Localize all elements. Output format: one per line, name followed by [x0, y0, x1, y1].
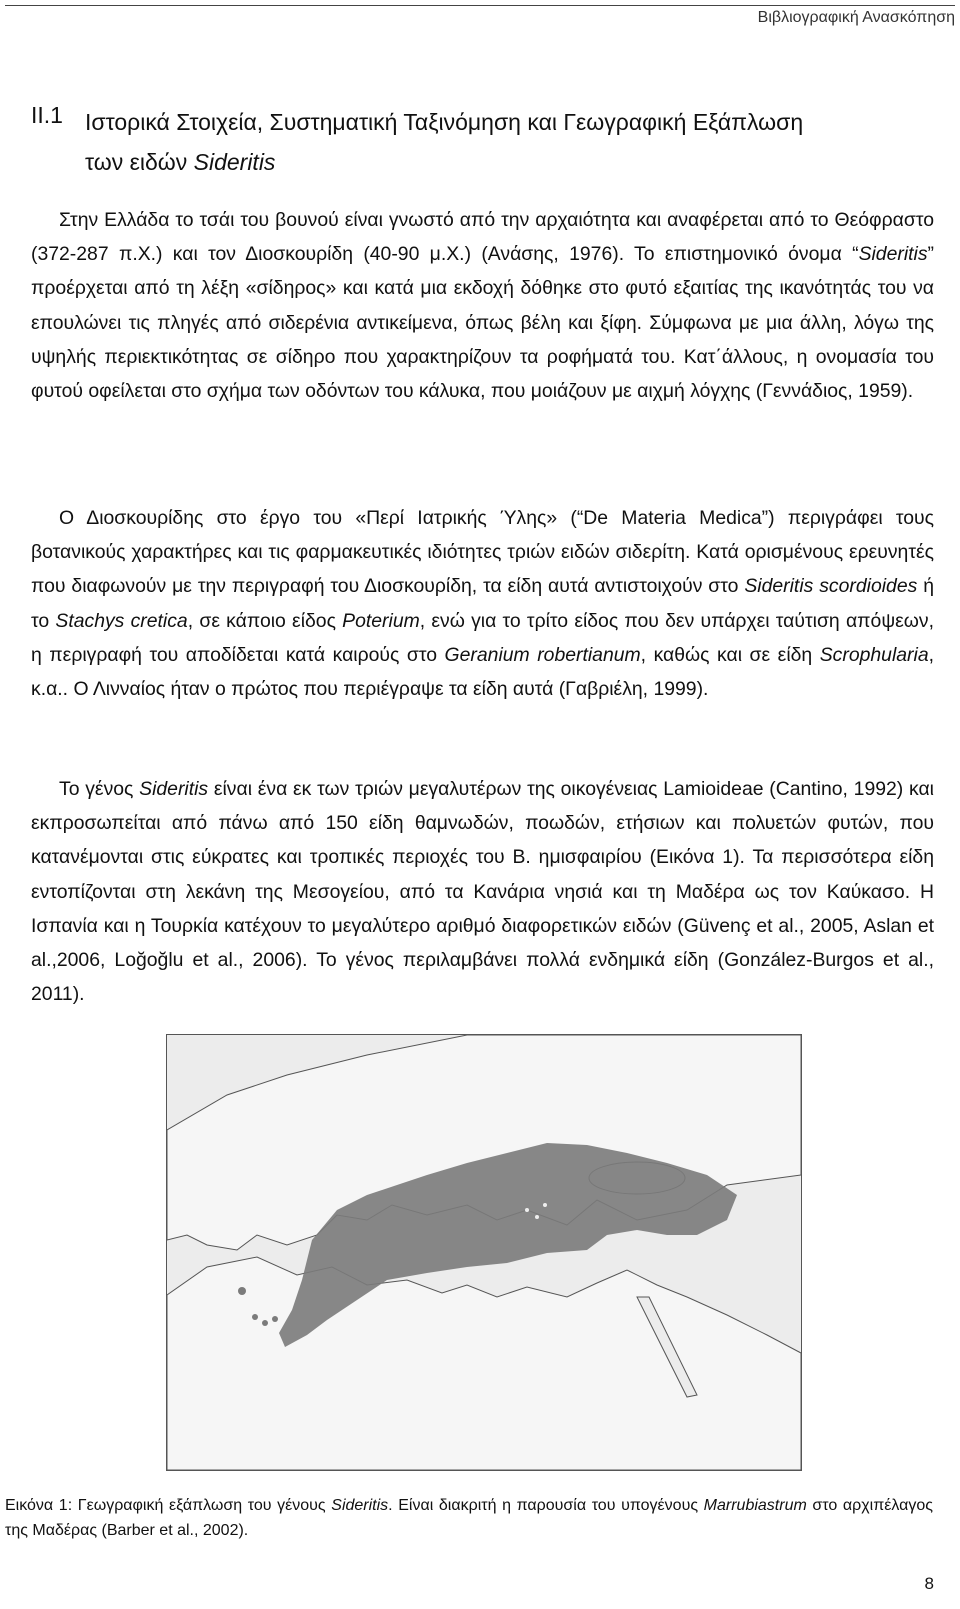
map-island-dot: [535, 1215, 539, 1219]
section-title-line1: Ιστορικά Στοιχεία, Συστηματική Ταξινόμηση και Γεωγραφική Εξάπλωση: [85, 109, 804, 135]
map-island-dot: [543, 1203, 547, 1207]
section-title: [85, 102, 935, 182]
section-title-genus: Sideritis: [193, 149, 276, 175]
paragraph-history: Στην Ελλάδα το τσάι του βουνού είναι γνωστό από την αρχαιότητα και αναφέρεται από το Θεόφραστο (372-287 π.Χ.) και τον Διοσκουρίδη (40-90 μ.Χ.) (Ανάσης, 1976). Το επιστημονικό όνομα “Sideritis” προέρχεται από τη λέξη «σίδηρος» και κατά μια εκδοχή δόθηκε στο φυτό εξαιτίας της ικανότητάς του να επουλώνει τις πληγές από σιδερένια αντικείμενα, όπως βέλη και ξίφη. Σύμφωνα με μια άλλη, λόγω της υψηλής περιεκτικότητας σε σίδηρο που χαρακτηρίζουν τα ροφήματά του. Κατ΄άλλους, η ονομασία του φυτού οφείλεται στο σχήμα των οδόντων του κάλυκα, που μοιάζουν με αιχμή λόγχης (Γεννάδιος, 1959).: [31, 209, 934, 403]
section-number: II.1: [31, 102, 63, 128]
page-number: 8: [924, 1574, 934, 1593]
paragraph-dioscorides: Ο Διοσκουρίδης στο έργο του «Περί Ιατρικής Ύλης» (“De Materia Medica”) περιγράφει τους βοτανικούς χαρακτήρες και τις φαρμακευτικές ιδιότητες τριών ειδών σιδερίτη. Κατά ορισμένους ερευνητές που διαφωνούν με την περιγραφή του Διοσκουρίδη, τα είδη αυτά αντιστοιχούν στο Sideritis scordioides ή το Stachys cretica, σε κάποιο είδος Poterium, ενώ για το τρίτο είδος που δεν υπάρχει ταύτιση απόψεων, η περιγραφή του αποδίδεται κατά καιρούς στο Geranium robertianum, καθώς και σε είδη Scrophularia, κ.α.. Ο Λινναίος ήταν ο πρώτος που περιέγραψε τα είδη αυτά (Γαβριέλη, 1999).: [31, 507, 935, 701]
figure-caption: Εικόνα 1: Γεωγραφική εξάπλωση του γένους Sideritis. Είναι διακριτή η παρουσία του υπογένους Marrubiastrum στο αρχιπέλαγος της Μαδέρας (Barber et al., 2002).: [5, 1497, 933, 1539]
map-madeira: [238, 1287, 246, 1295]
map-canary-island: [272, 1316, 278, 1322]
distribution-map: [167, 1035, 801, 1470]
paragraph-genus-distribution: Το γένος Sideritis είναι ένα εκ των τριών μεγαλυτέρων της οικογένειας Lamioideae (Cantino, 1992) και εκπροσωπείται από πάνω από 150 είδη θαμνωδών, ποωδών, ετήσιων και πολυετών φυτών, που κατανέμονται στις εύκρατες και τροπικές περιοχές του Β. ημισφαιρίου (Εικόνα 1). Τα περισσότερα είδη εντοπίζονται στη λεκάνη της Μεσογείου, από τα Κανάρια νησιά και τη Μαδέρα ως τον Καύκασο. Η Ισπανία και η Τουρκία κατέχουν το μεγαλύτερο αριθμό διαφορετικών ειδών (Güvenç et al., 2005, Aslan et al.,2006, Loğoğlu et al., 2006). Το γένος περιλαμβάνει πολλά ενδημικά είδη (González-Burgos et al., 2011).: [31, 778, 934, 1006]
header-rule: [5, 5, 955, 6]
running-header-title: Βιβλιογραφική Ανασκόπηση: [757, 9, 955, 26]
map-canary-island: [252, 1314, 258, 1320]
map-canary-island: [262, 1320, 268, 1326]
map-island-dot: [525, 1208, 529, 1212]
distribution-map-figure: [166, 1034, 802, 1471]
section-title-line2: των ειδών: [85, 149, 194, 175]
